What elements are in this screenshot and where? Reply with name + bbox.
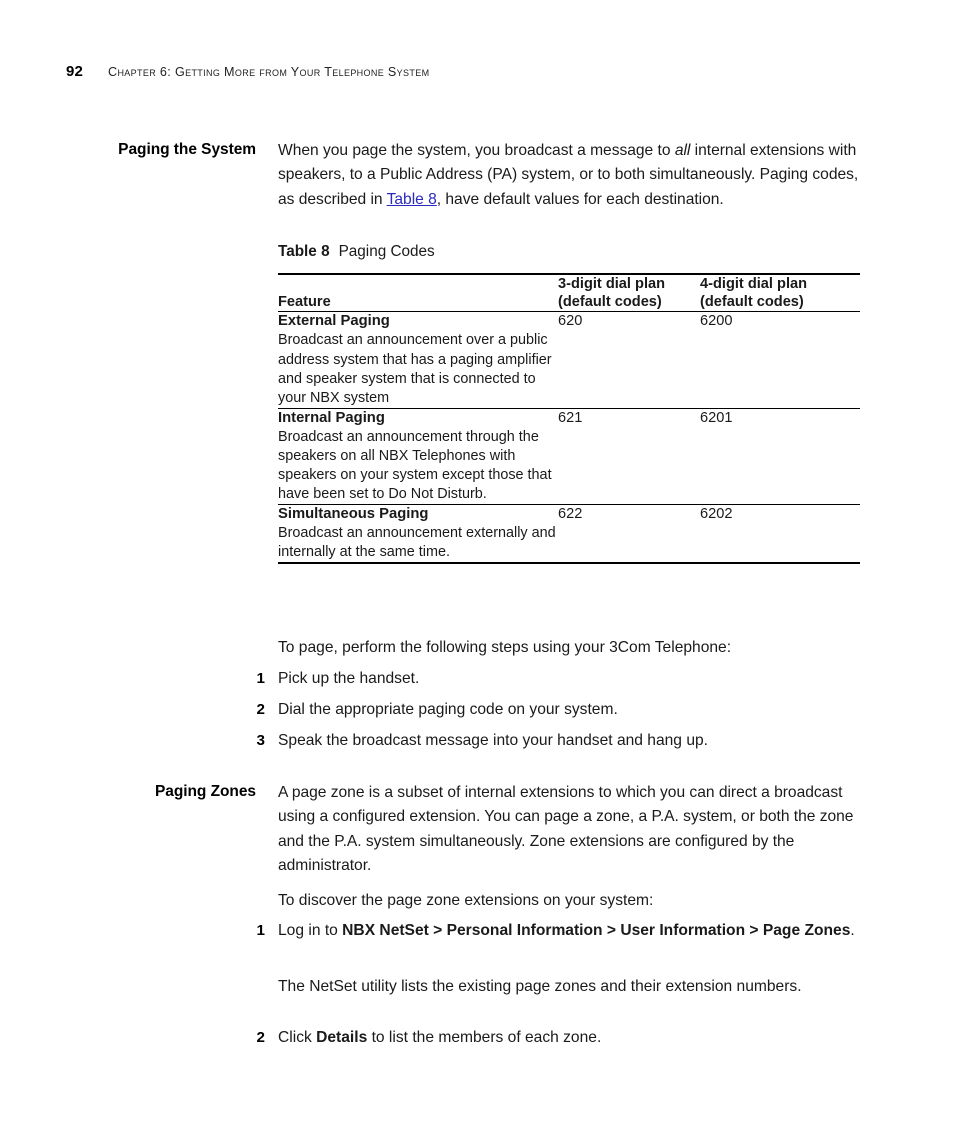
- step-text: Pick up the handset.: [278, 670, 420, 687]
- row-spacer-b: [558, 331, 700, 408]
- column-header-four-digit-line1: 4-digit dial plan: [700, 276, 808, 292]
- step-text-prefix: Click: [278, 1029, 317, 1046]
- column-header-feature: Feature: [278, 274, 558, 312]
- paging-the-system-intro: [278, 139, 863, 212]
- row-feature-name: External Paging: [278, 312, 558, 332]
- column-header-three-digit: [558, 274, 700, 312]
- row-spacer-b: [558, 428, 700, 505]
- table-caption-title: Paging Codes: [338, 243, 435, 260]
- row-three-digit-code: 620: [558, 312, 700, 332]
- row-spacer-b: [558, 524, 700, 563]
- row-four-digit-code: 6200: [700, 312, 860, 332]
- step-text: Dial the appropriate paging code on your system.: [278, 700, 618, 718]
- table-8-crossreference-link[interactable]: Table 8: [386, 190, 437, 208]
- table-caption: [278, 243, 435, 261]
- row-feature-description: Broadcast an announcement over a public address system that has a paging amplifier and speaker system that is connected to your NBX system: [278, 332, 552, 406]
- table-caption-number: Table 8: [278, 243, 330, 260]
- column-header-four-digit: [700, 274, 860, 312]
- list-item: [250, 1026, 865, 1050]
- row-four-digit-code: 6201: [700, 408, 860, 428]
- table-row: [278, 408, 860, 428]
- table-row-description: [278, 428, 860, 505]
- paging-zones-step-1: [250, 919, 865, 950]
- step-text-suffix: to list the members of each zone.: [367, 1029, 602, 1046]
- column-header-three-digit-line2: (default codes): [558, 294, 662, 311]
- list-item: [250, 729, 865, 753]
- running-header: [66, 63, 866, 85]
- row-spacer-c: [700, 428, 860, 505]
- row-four-digit-code: 6202: [700, 505, 860, 525]
- column-header-four-digit-line2: (default codes): [700, 294, 804, 311]
- step-number: 2: [256, 700, 265, 718]
- paging-zones-step-2: [250, 1026, 865, 1057]
- step-text: [278, 919, 865, 943]
- step-text: [278, 1026, 865, 1050]
- table-bottom-rule-a: [278, 563, 558, 564]
- paging-procedure-leadin: To page, perform the following steps using your 3Com Telephone:: [278, 639, 732, 656]
- step-text-suffix: .: [850, 922, 855, 939]
- section-heading-paging-zones: Paging Zones: [154, 783, 256, 800]
- row-feature-description: Broadcast an announcement externally and internally at the same time.: [278, 525, 556, 561]
- row-spacer-c: [700, 331, 860, 408]
- intro-text-part1: When you page the system, you broadcast a message to: [278, 142, 675, 159]
- intro-emphasis-all: all: [674, 142, 691, 159]
- step-text-prefix: Log in to: [278, 922, 343, 939]
- table-bottom-rule-b: [558, 563, 700, 564]
- table-row-description: [278, 524, 860, 563]
- row-three-digit-code: 622: [558, 505, 700, 525]
- page-number: 92: [66, 63, 83, 80]
- step-number: 1: [256, 922, 265, 939]
- table-header-row: [278, 274, 860, 312]
- column-header-three-digit-line1: 3-digit dial plan: [558, 276, 666, 292]
- row-feature-description: Broadcast an announcement through the speakers on all NBX Telephones with speakers on your system except those that have been set to Do Not Disturb.: [278, 428, 552, 503]
- intro-text-part3: , have default values for each destination.: [436, 190, 724, 208]
- paging-zones-intro: A page zone is a subset of internal extensions to which you can direct a broadcast using a configured extension. You can page a zone, a P.A. system, or both the zone and the P.A. system simultaneously. Zone extensions are configured by the administrator.: [278, 784, 854, 874]
- table-row-description: [278, 331, 860, 408]
- paging-zones-step-1-result: The NetSet utility lists the existing page zones and their extension numbers.: [278, 978, 802, 995]
- section-heading-paging-the-system: Paging the System: [118, 141, 256, 158]
- paging-procedure-steps: [250, 667, 865, 759]
- step-number: 3: [256, 731, 265, 749]
- row-feature-name: Internal Paging: [278, 408, 558, 428]
- step-text: Speak the broadcast message into your handset and hang up.: [278, 731, 708, 749]
- table-bottom-rule-row: [278, 563, 860, 564]
- step-number: 1: [256, 670, 265, 687]
- table-bottom-rule-c: [700, 563, 860, 564]
- details-button-reference: Details: [316, 1029, 368, 1046]
- row-feature-name: Simultaneous Paging: [278, 505, 558, 525]
- paging-codes-table: [278, 273, 860, 564]
- intro-text-part2: internal extensions with speakers, to a Public Address (PA) system, or to both simultaneously. Paging codes, as described in: [278, 142, 859, 208]
- step-number: 2: [256, 1029, 265, 1046]
- table-row: [278, 312, 860, 332]
- netset-menu-path: NBX NetSet > Personal Information > User Information > Page Zones: [342, 922, 851, 939]
- row-spacer-c: [700, 524, 860, 563]
- table-row: [278, 505, 860, 525]
- list-item: [250, 698, 865, 722]
- list-item: [250, 919, 865, 943]
- row-three-digit-code: 621: [558, 408, 700, 428]
- paging-zones-procedure-leadin: To discover the page zone extensions on your system:: [278, 892, 654, 909]
- list-item: [250, 667, 865, 691]
- chapter-title: Chapter 6: Getting More from Your Telephone System: [108, 65, 430, 79]
